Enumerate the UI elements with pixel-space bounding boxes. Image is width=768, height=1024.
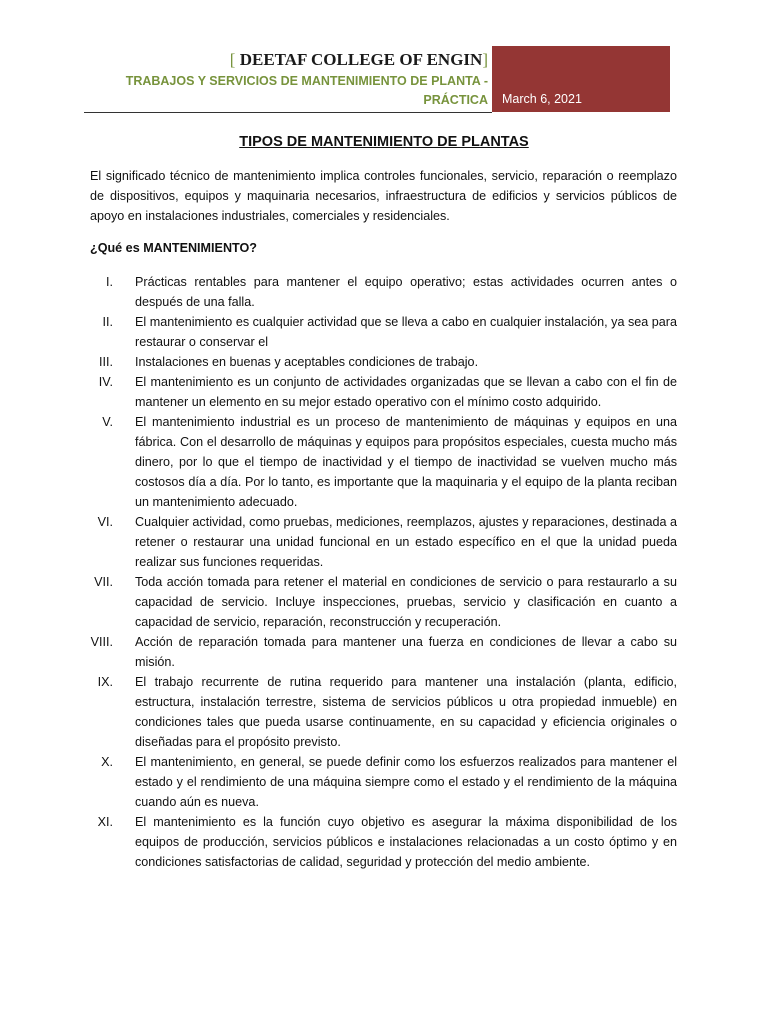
header-divider (84, 112, 492, 113)
list-number: III. (99, 355, 113, 369)
list-number: VI. (97, 515, 113, 529)
list-number: V. (102, 415, 113, 429)
list-item-text: Cualquier actividad, como pruebas, mediciones, reemplazos, ajustes y reparaciones, destinada a retener o restaurar una unidad funcional en un estado específico en el que la unidad pueda realizar sus funciones requeridas. (135, 515, 677, 569)
document-body (90, 166, 677, 872)
list-number: IV. (98, 375, 113, 389)
document-title: TIPOS DE MANTENIMIENTO DE PLANTAS (239, 134, 529, 150)
list-item (90, 512, 677, 572)
list-number: X. (101, 755, 113, 769)
list-item-text: Prácticas rentables para mantener el equipo operativo; estas actividades ocurren antes o después de una falla. (135, 275, 677, 309)
date-box (492, 46, 670, 112)
list-item-text: El mantenimiento industrial es un proceso de mantenimiento de máquinas y equipos en una fábrica. Con el desarrollo de máquinas y equipos para propósitos especiales, cuesta mucho más dinero, por lo que el tiempo de inactividad y el tiempo de inactividad se vuelven mucho más costosos día a día. Por lo tanto, es importante que la maquinaria y el equipo de la planta reciban un mantenimiento adecuado. (135, 415, 677, 509)
header-date: March 6, 2021 (502, 92, 582, 106)
bracket-close: ] (482, 50, 488, 69)
list-item-text: Acción de reparación tomada para mantener una fuerza en condiciones de llevar a cabo su misión. (135, 635, 677, 669)
section-question: ¿Qué es MANTENIMIENTO? (90, 241, 257, 255)
list-item-text: Instalaciones en buenas y aceptables condiciones de trabajo. (135, 355, 479, 369)
list-item-text: El mantenimiento es un conjunto de actividades organizadas que se llevan a cabo con el fin de mantener un elemento en su mejor estado operativo con el mínimo costo adquirido. (135, 375, 677, 409)
list-number: II. (102, 315, 113, 329)
bracket-open: [ (229, 50, 236, 69)
list-item-text: Toda acción tomada para retener el material en condiciones de servicio o para restaurarlo a su capacidad de servicio. Incluye inspecciones, pruebas, servicio y clasificación en cuanto a capacidad de servicio, reparación, reconstrucción y recuperación. (135, 575, 677, 629)
list-number: IX. (97, 675, 113, 689)
list-number: VIII. (90, 635, 113, 649)
list-number: VII. (94, 575, 113, 589)
list-item-text: El mantenimiento, en general, se puede definir como los esfuerzos realizados para mantener el estado y el rendimiento de una máquina siempre como el estado y el rendimiento de la máquina cuando aún es nueva. (135, 755, 677, 809)
list-item (90, 632, 677, 672)
list-item-text: El mantenimiento es la función cuyo objetivo es asegurar la máxima disponibilidad de los equipos de producción, servicios públicos e instalaciones relacionadas a un costo óptimo y en condiciones satisfactorias de calidad, seguridad y protección del medio ambiente. (135, 815, 677, 869)
definition-list (90, 272, 677, 872)
intro-paragraph: El significado técnico de mantenimiento implica controles funcionales, servicio, reparación o reemplazo de dispositivos, equipos y maquinaria necesarios, infraestructura de edificios y servicios públicos de apoyo en instalaciones industriales, comerciales y residenciales. (90, 169, 677, 223)
list-item (90, 352, 677, 372)
list-item (90, 752, 677, 812)
list-number: I. (106, 275, 113, 289)
header-subtitle: TRABAJOS Y SERVICIOS DE MANTENIMIENTO DE PLANTA - PRÁCTICA (125, 74, 488, 107)
list-item (90, 272, 677, 312)
list-item (90, 312, 677, 352)
college-name (230, 50, 488, 70)
list-item-text: El mantenimiento es cualquier actividad que se lleva a cabo en cualquier instalación, ya sea para restaurar o conservar el (135, 315, 677, 349)
college-name-text: DEETAF COLLEGE OF ENGIN (235, 50, 483, 69)
list-number: XI. (97, 815, 113, 829)
list-item (90, 672, 677, 752)
list-item (90, 372, 677, 412)
list-item-text: El trabajo recurrente de rutina requerido para mantener una instalación (planta, edificio, estructura, instalación terrestre, sistema de servicios públicos u otra propiedad inmueble) en condiciones tales que pueda usarse continuamente, en su capacidad y eficiencia originales o diseñadas para el propósito previsto. (135, 675, 677, 749)
document-header (84, 46, 490, 112)
list-item (90, 412, 677, 512)
list-item (90, 812, 677, 872)
list-item (90, 572, 677, 632)
